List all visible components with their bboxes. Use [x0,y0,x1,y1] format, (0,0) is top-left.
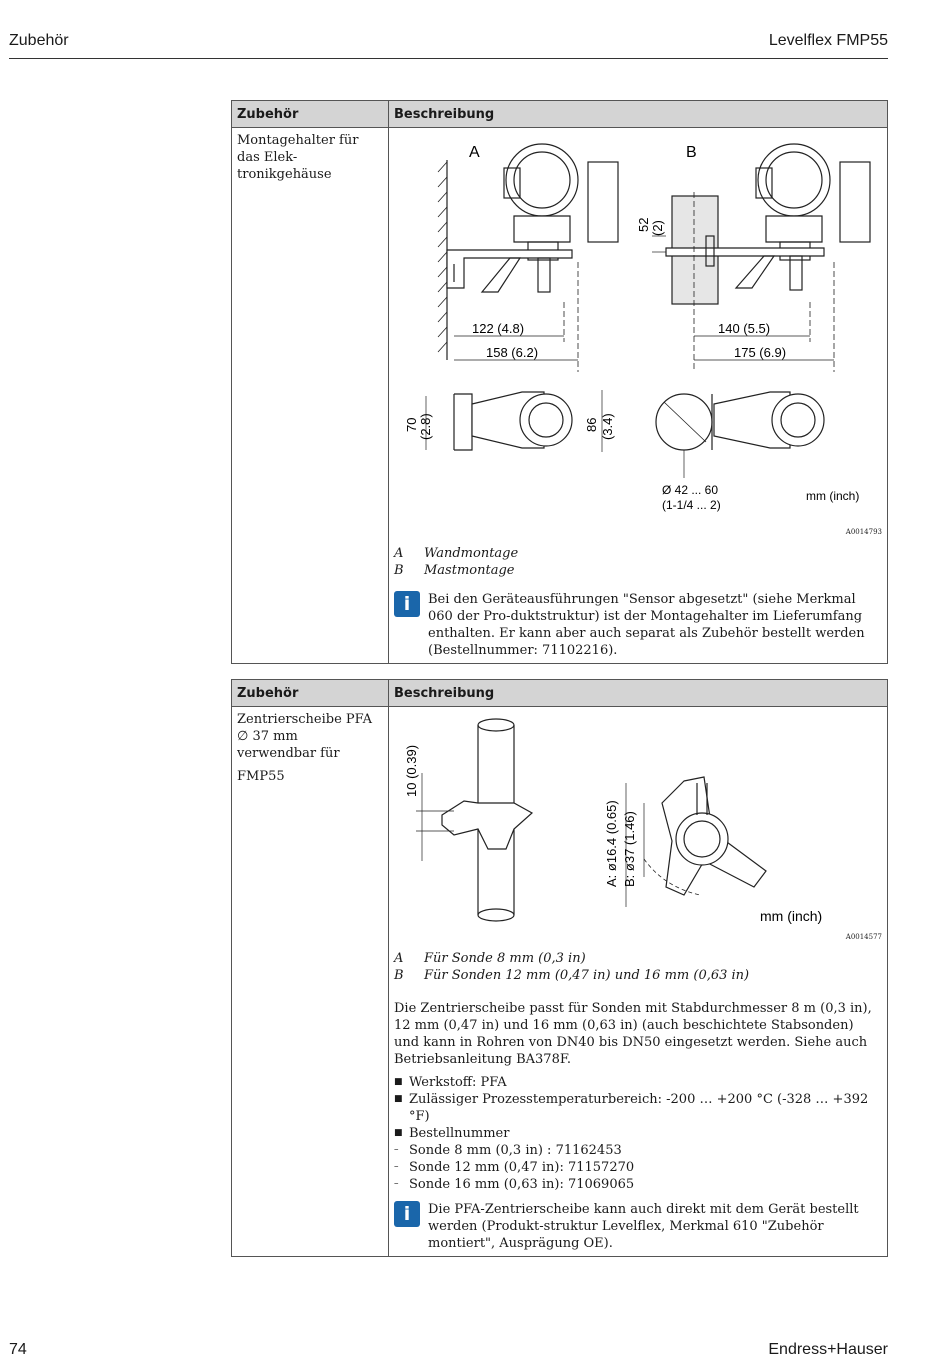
spec-list [394,1074,882,1193]
legend-text: Für Sonden 12 mm (0,47 in) und 16 mm (0,63 in) [424,968,750,983]
figure-legend [394,545,882,579]
description-cell [389,128,888,664]
info-note [394,591,882,659]
order-label: Bestellnummer [409,1126,510,1141]
legend-key: B [394,563,404,578]
legend-key: B [394,968,404,983]
dia-line2: (1-1/4 ... 2) [662,498,721,512]
dim-a: A: ø16.4 (0.65) [604,800,619,887]
spec-order-number [394,1125,882,1193]
accessory-table-centering-disc [231,679,888,1257]
dim-140: 140 (5.5) [718,321,771,336]
info-note [394,1201,882,1252]
dim-86: 86 [584,417,599,432]
item-description [232,707,389,1257]
accessory-table-mounting-bracket [231,100,888,664]
unit-label: mm (inch) [760,908,823,924]
header-section: Zubehör [9,32,69,49]
dim-28: (2.8) [418,413,433,440]
order-item: – Sonde 8 mm (0,3 in) : 71162453 [394,1142,882,1159]
legend-text: Mastmontage [424,563,515,578]
col-header-accessory: Zubehör [232,101,389,128]
info-note-text: Die PFA-Zentrierscheibe kann auch direkt mit dem Gerät bestellt werden (Produkt-struktur Levelflex, Merkmal 610 "Zubehör montiert", Ausprägung OE). [428,1202,859,1251]
col-header-description: Beschreibung [389,680,888,707]
item-name: Montagehalter für das Elek-tronikgehäuse [232,128,389,664]
page-number: 74 [9,1341,27,1358]
fig-label-b: B [686,144,697,161]
info-icon: i [394,591,420,617]
dia-line1: Ø 42 ... 60 [662,483,719,497]
dim-2: (2) [650,220,665,236]
header-product: Levelflex FMP55 [768,32,888,49]
dim-175: 175 (6.9) [734,345,787,360]
mounting-bracket-drawing [394,132,882,524]
dim-122: 122 (4.8) [472,321,525,336]
unit-label: mm (inch) [806,489,860,503]
dim-b: B: ø37 (1.46) [622,811,637,887]
col-header-description: Beschreibung [389,101,888,128]
legend-key: A [394,951,404,966]
header-rule [9,58,888,59]
order-list [394,1142,882,1193]
order-item: – Sonde 16 mm (0,63 in): 71069065 [394,1176,882,1193]
legend-text: Wandmontage [424,546,519,561]
order-item: – Sonde 12 mm (0,47 in): 71157270 [394,1159,882,1176]
info-icon: i [394,1201,420,1227]
dim-70: 70 [404,417,419,432]
item-product: FMP55 [237,769,285,784]
legend-text: Für Sonde 8 mm (0,3 in) [424,951,586,966]
item-diameter: ∅ 37 mm [237,729,298,744]
info-note-text: Bei den Geräteausführungen "Sensor abgesetzt" (siehe Merkmal 060 der Pro-duktstruktur) ist der Montagehalter im Lieferumfang enthalten. Er kann aber auch separat als Zubehör bestellt werden (Bestellnummer: 71102216). [428,592,865,658]
centering-disc-drawing [394,711,882,929]
spec-material: ■ Werkstoff: PFA [394,1074,882,1091]
figure-code: A0014793 [845,528,882,536]
item-usable-for: verwendbar für [237,746,340,761]
col-header-accessory: Zubehör [232,680,389,707]
dim-52: 52 [636,217,651,232]
figure-legend [394,950,882,984]
dim-10: 10 (0.39) [404,744,419,797]
description-paragraph: Die Zentrierscheibe passt für Sonden mit Stabdurchmesser 8 m (0,3 in), 12 mm (0,47 in) und 16 mm (0,63 in) (auch beschichtete Stabsonden) und kann in Rohren von DN40 bis DN50 eingesetzt werden. Siehe auch Betriebsanleitung BA378F. [394,1001,872,1067]
footer-brand: Endress+Hauser [768,1341,888,1358]
description-cell [389,707,888,1257]
dim-158: 158 (6.2) [486,345,539,360]
spec-temperature: ■ Zulässiger Prozesstemperaturbereich: -200 … +200 °C (-328 … +392 °F) [394,1091,882,1125]
dim-34: (3.4) [600,413,615,440]
item-name: Zentrierscheibe PFA [237,712,372,727]
figure-code: A0014577 [845,933,882,941]
fig-label-a: A [469,144,480,161]
legend-key: A [394,546,404,561]
